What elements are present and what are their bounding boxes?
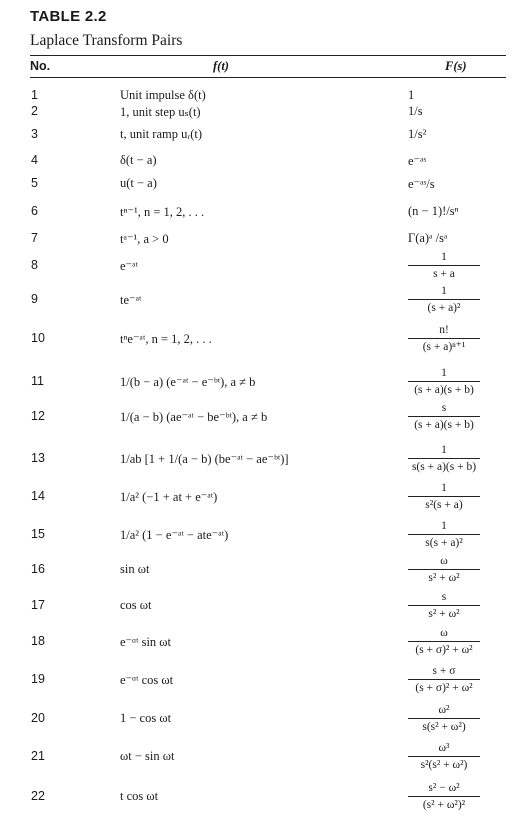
- time-function: cos ωt: [120, 598, 152, 612]
- column-header-no: No.: [30, 59, 51, 73]
- laplace-transform-fraction: [408, 323, 480, 354]
- row-number: 12: [31, 409, 45, 423]
- laplace-transform: (n − 1)!/sⁿ: [408, 204, 459, 218]
- laplace-transform-fraction: [408, 554, 480, 585]
- laplace-transform-fraction: [408, 626, 480, 657]
- time-function: Unit impulse δ(t): [120, 88, 206, 102]
- fraction-bar: [408, 756, 480, 757]
- table-row: [0, 176, 529, 196]
- table-row: [0, 231, 529, 251]
- laplace-transform-fraction: [408, 250, 480, 281]
- table-row: [0, 153, 529, 173]
- row-number: 2: [31, 104, 38, 118]
- fraction-bar: [408, 381, 480, 382]
- fraction-numerator: 1: [441, 444, 447, 456]
- table-row: [0, 324, 529, 353]
- fraction-denominator: s²(s² + ω²): [420, 759, 468, 771]
- row-number: 13: [31, 451, 45, 465]
- fraction-bar: [408, 718, 480, 719]
- column-header-ft: f(t): [213, 59, 229, 73]
- time-function: t, unit ramp uᵣ(t): [120, 127, 203, 141]
- table-row: [0, 285, 529, 314]
- row-number: 18: [31, 634, 45, 648]
- fraction-denominator: s + a: [433, 268, 455, 280]
- table-row: [0, 127, 529, 147]
- time-function: t cos ωt: [120, 789, 159, 803]
- laplace-transform-fraction: [408, 366, 480, 397]
- time-function: 1/a² (−1 + at + e⁻ᵃᵗ): [120, 490, 218, 504]
- fraction-numerator: s + σ: [432, 665, 456, 677]
- fraction-denominator: (s + a)(s + b): [414, 384, 474, 396]
- table-row: [0, 367, 529, 396]
- row-number: 20: [31, 711, 45, 725]
- table-row: [0, 520, 529, 549]
- fraction-bar: [408, 496, 480, 497]
- time-function: δ(t − a): [120, 153, 157, 167]
- fraction-denominator: (s + a)(s + b): [414, 419, 474, 431]
- row-number: 9: [31, 292, 38, 306]
- time-function: te⁻ᵃᵗ: [120, 293, 142, 307]
- fraction-bar: [408, 679, 480, 680]
- time-function: 1/ab [1 + 1/(a − b) (be⁻ᵃᵗ − ae⁻ᵇᵗ)]: [120, 452, 289, 466]
- time-function: 1/a² (1 − e⁻ᵃᵗ − ate⁻ᵃᵗ): [120, 528, 229, 542]
- fraction-numerator: ω³: [438, 742, 450, 754]
- fraction-bar: [408, 265, 480, 266]
- fraction-bar: [408, 338, 480, 339]
- time-function: ωt − sin ωt: [120, 749, 175, 763]
- laplace-transform: 1/s²: [408, 127, 427, 141]
- fraction-denominator: s² + ω²: [428, 572, 460, 584]
- table-row: [0, 665, 529, 694]
- fraction-denominator: (s + σ)² + ω²: [415, 644, 473, 656]
- fraction-bar: [408, 641, 480, 642]
- fraction-numerator: ω: [440, 627, 448, 639]
- fraction-numerator: s² − ω²: [428, 782, 460, 794]
- row-number: 19: [31, 672, 45, 686]
- time-function: tᵃ⁻¹, a > 0: [120, 232, 169, 246]
- time-function: tⁿ⁻¹, n = 1, 2, . . .: [120, 205, 205, 219]
- table-row: [0, 782, 529, 811]
- fraction-numerator: 1: [441, 367, 447, 379]
- table-row: [0, 591, 529, 620]
- fraction-numerator: 1: [441, 285, 447, 297]
- time-function: u(t − a): [120, 176, 157, 190]
- fraction-denominator: s²(s + a): [425, 499, 463, 511]
- row-number: 21: [31, 749, 45, 763]
- laplace-transform-fraction: [408, 703, 480, 734]
- table-title: Laplace Transform Pairs: [30, 32, 183, 49]
- table-row: [0, 742, 529, 771]
- row-number: 5: [31, 176, 38, 190]
- table-label: TABLE 2.2: [30, 8, 107, 25]
- laplace-transform-fraction: [408, 741, 480, 772]
- table-row: [0, 482, 529, 511]
- fraction-denominator: (s + a)²: [427, 302, 461, 314]
- column-header-Fs: F(s): [445, 59, 467, 73]
- row-number: 11: [31, 374, 44, 388]
- table-row: [0, 402, 529, 431]
- laplace-transform: 1/s: [408, 104, 423, 118]
- table-row: [0, 704, 529, 733]
- time-function: 1/(a − b) (ae⁻ᵃᵗ − be⁻ᵇᵗ), a ≠ b: [120, 410, 268, 424]
- row-number: 1: [31, 88, 38, 102]
- fraction-bar: [408, 605, 480, 606]
- laplace-transform-fraction: [408, 664, 480, 695]
- row-number: 17: [31, 598, 45, 612]
- row-number: 8: [31, 258, 38, 272]
- fraction-numerator: n!: [439, 324, 449, 336]
- table-row: [0, 444, 529, 473]
- row-number: 4: [31, 153, 38, 167]
- fraction-denominator: s(s + a)²: [425, 537, 463, 549]
- row-number: 16: [31, 562, 45, 576]
- laplace-transform-fraction: [408, 519, 480, 550]
- row-number: 3: [31, 127, 38, 141]
- time-function: e⁻ᵅᵗ sin ωt: [120, 635, 172, 649]
- fraction-denominator: s(s + a)(s + b): [411, 461, 477, 473]
- laplace-transform-fraction: [408, 401, 480, 432]
- time-function: sin ωt: [120, 562, 150, 576]
- fraction-bar: [408, 534, 480, 535]
- fraction-numerator: s: [441, 402, 447, 414]
- fraction-denominator: (s + a)ⁿ⁺¹: [422, 341, 466, 353]
- time-function: e⁻ᵃᵗ: [120, 259, 138, 273]
- fraction-bar: [408, 569, 480, 570]
- fraction-denominator: (s² + ω²)²: [422, 799, 466, 811]
- laplace-transform-fraction: [408, 590, 480, 621]
- fraction-denominator: (s + σ)² + ω²: [415, 682, 473, 694]
- row-number: 22: [31, 789, 45, 803]
- row-number: 7: [31, 231, 38, 245]
- time-function: e⁻ᵅᵗ cos ωt: [120, 673, 174, 687]
- laplace-transform: e⁻ᵃˢ: [408, 154, 427, 168]
- row-number: 15: [31, 527, 45, 541]
- laplace-transform-fraction: [408, 284, 480, 315]
- row-number: 10: [31, 331, 45, 345]
- laplace-transform: e⁻ᵃˢ/s: [408, 177, 435, 191]
- time-function: tⁿe⁻ᵃᵗ, n = 1, 2, . . .: [120, 332, 212, 346]
- table-row: [0, 104, 529, 124]
- fraction-denominator: s(s² + ω²): [422, 721, 466, 733]
- fraction-denominator: s² + ω²: [428, 608, 460, 620]
- fraction-bar: [408, 796, 480, 797]
- fraction-bar: [408, 416, 480, 417]
- laplace-transform: Γ(a)ᵃ /sᵃ: [408, 231, 448, 245]
- fraction-numerator: 1: [441, 251, 447, 263]
- laplace-transform-fraction: [408, 781, 480, 812]
- row-number: 14: [31, 489, 45, 503]
- time-function: 1, unit step uₛ(t): [120, 105, 201, 119]
- row-number: 6: [31, 204, 38, 218]
- table-row: [0, 251, 529, 280]
- fraction-numerator: 1: [441, 520, 447, 532]
- fraction-numerator: 1: [441, 482, 447, 494]
- table-row: [0, 627, 529, 656]
- laplace-transform-fraction: [408, 443, 480, 474]
- time-function: 1/(b − a) (e⁻ᵃᵗ − e⁻ᵇᵗ), a ≠ b: [120, 375, 256, 389]
- fraction-bar: [408, 299, 480, 300]
- table-row: [0, 204, 529, 224]
- top-rule: [30, 55, 506, 56]
- fraction-numerator: s: [441, 591, 447, 603]
- table-row: [0, 555, 529, 584]
- laplace-transform: 1: [408, 88, 415, 102]
- laplace-transform-fraction: [408, 481, 480, 512]
- fraction-numerator: ω²: [438, 704, 450, 716]
- header-rule: [30, 77, 506, 78]
- time-function: 1 − cos ωt: [120, 711, 172, 725]
- fraction-numerator: ω: [440, 555, 448, 567]
- fraction-bar: [408, 458, 480, 459]
